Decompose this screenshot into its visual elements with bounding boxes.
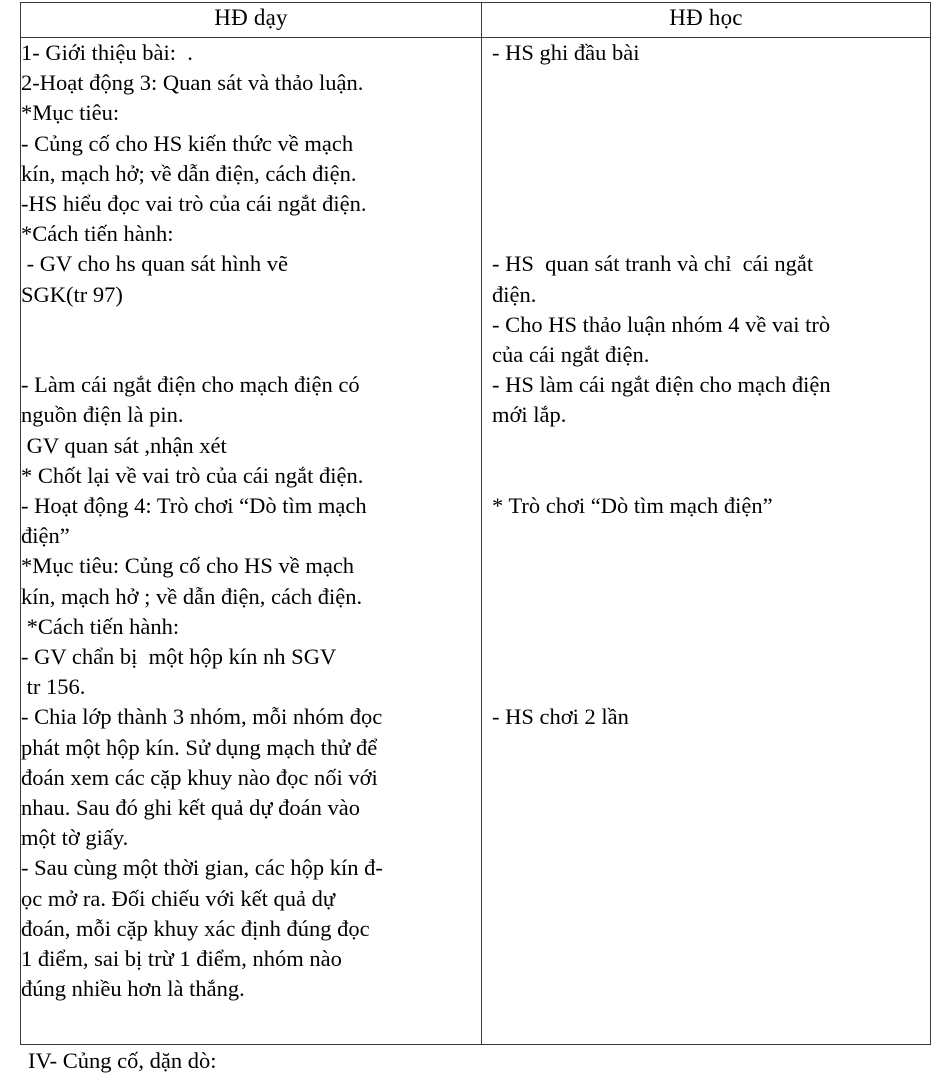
- text-line: [492, 189, 930, 219]
- text-line: [492, 551, 930, 581]
- text-line: - HS ghi đầu bài: [492, 40, 640, 65]
- text-line: - Củng cố cho HS kiến thức về mạch: [21, 130, 354, 156]
- text-line: *Mục tiêu:: [21, 100, 120, 126]
- text-line: kín, mạch hở; về dẫn điện, cách điện.: [21, 160, 357, 186]
- text-line: *Mục tiêu: Củng cố cho HS về mạch: [21, 553, 355, 579]
- learning-activity-cell: [482, 38, 931, 1045]
- text-line: *Cách tiến hành:: [21, 221, 174, 247]
- text-line: - Hoạt động 4: Trò chơi “Dò tìm mạch: [21, 493, 367, 519]
- text-line: - GV chẩn bị một hộp kín nh SGV: [21, 644, 337, 670]
- text-line: 2-Hoạt động 3: Quan sát và thảo luận.: [21, 70, 364, 96]
- text-line: kín, mạch hở ; về dẫn điện, cách điện.: [21, 583, 363, 609]
- text-line: đúng nhiều hơn là thắng.: [21, 976, 245, 1002]
- text-line: - HS làm cái ngắt điện cho mạch điện: [492, 372, 831, 398]
- teaching-activity-cell: [21, 38, 482, 1045]
- text-line: -HS hiểu đọc vai trò của cái ngắt điện.: [21, 191, 367, 217]
- text-line: điện.: [492, 281, 537, 307]
- text-line: [21, 340, 481, 370]
- teaching-activity-text: [21, 38, 481, 1005]
- text-line: - HS quan sát tranh và chỉ cái ngắt: [492, 251, 814, 277]
- text-line: [492, 159, 930, 189]
- text-line: ọc mở ra. Đối chiếu với kết quả dự: [21, 885, 336, 911]
- table-header-row: [21, 3, 931, 38]
- footer-section-heading: IV- Củng cố, dặn dò:: [28, 1048, 217, 1073]
- text-line: nguồn điện là pin.: [21, 402, 184, 428]
- text-line: [492, 431, 930, 461]
- text-line: * Chốt lại về vai trò của cái ngắt điện.: [21, 462, 364, 488]
- text-line: - Chia lớp thành 3 nhóm, mỗi nhóm đọc: [21, 704, 383, 730]
- text-line: phát một hộp kín. Sử dụng mạch thử để: [21, 734, 378, 760]
- text-line: của cái ngắt điện.: [492, 342, 650, 368]
- text-line: [492, 582, 930, 612]
- text-line: [492, 219, 930, 249]
- text-line: - GV cho hs quan sát hình vẽ: [21, 251, 289, 277]
- text-line: [492, 461, 930, 491]
- table-body-row: [21, 38, 931, 1045]
- text-line: *Cách tiến hành:: [21, 613, 180, 639]
- text-line: đoán, mỗi cặp khuy xác định đúng đọc: [21, 915, 370, 941]
- text-line: * Trò chơi “Dò tìm mạch điện”: [492, 493, 773, 519]
- text-line: [492, 642, 930, 672]
- text-line: 1- Giới thiệu bài: .: [21, 40, 193, 65]
- text-line: - HS chơi 2 lần: [492, 704, 629, 730]
- text-line: [21, 310, 481, 340]
- text-line: mới lắp.: [492, 402, 567, 428]
- column-header-learning-activity: HĐ học: [482, 3, 931, 38]
- learning-activity-text: [492, 38, 930, 733]
- text-line: điện”: [21, 523, 70, 549]
- text-line: - Sau cùng một thời gian, các hộp kín đ-: [21, 855, 383, 881]
- text-line: [492, 98, 930, 128]
- text-line: [492, 129, 930, 159]
- text-line: đoán xem các cặp khuy nào đọc nối với: [21, 764, 378, 790]
- text-line: 1 điểm, sai bị trừ 1 điểm, nhóm nào: [21, 946, 342, 972]
- text-line: [492, 612, 930, 642]
- text-line: [492, 68, 930, 98]
- text-line: SGK(tr 97): [21, 281, 123, 307]
- text-line: [492, 672, 930, 702]
- lesson-plan-table: [20, 2, 931, 1045]
- text-line: một tờ giấy.: [21, 825, 129, 851]
- text-line: tr 156.: [21, 674, 86, 700]
- text-line: [492, 521, 930, 551]
- text-line: GV quan sát ,nhận xét: [21, 432, 227, 458]
- text-line: - Làm cái ngắt điện cho mạch điện có: [21, 372, 360, 398]
- text-line: nhau. Sau đó ghi kết quả dự đoán vào: [21, 795, 361, 821]
- column-header-teaching-activity: HĐ dạy: [21, 3, 482, 38]
- text-line: - Cho HS thảo luận nhóm 4 về vai trò: [492, 311, 831, 337]
